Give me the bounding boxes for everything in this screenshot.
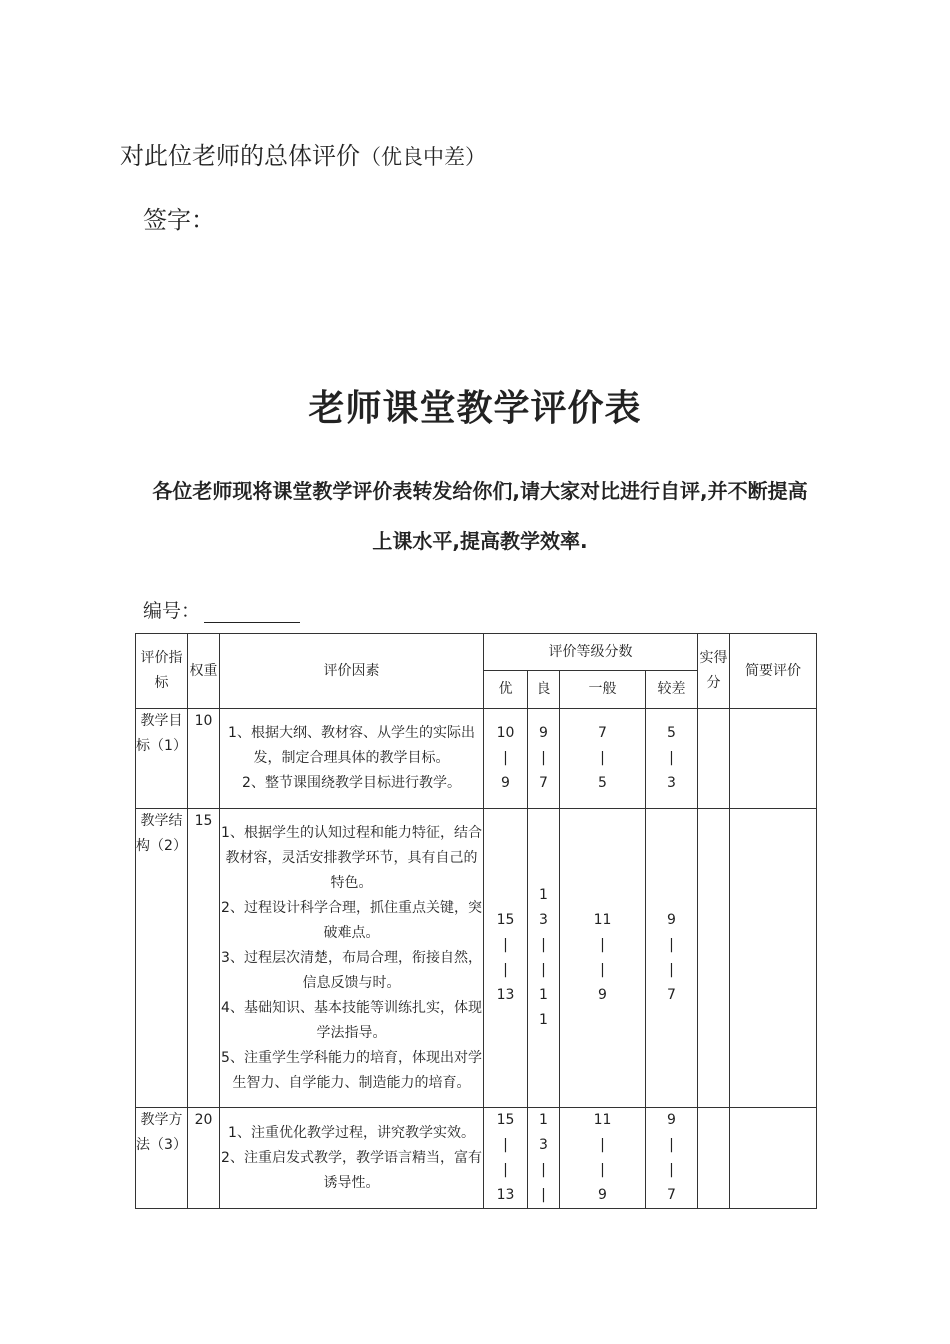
score-line: |: [600, 1137, 605, 1153]
score-line: |: [541, 937, 546, 953]
table-row: [136, 1108, 817, 1209]
score-line: |: [541, 750, 546, 766]
score-yiban: [560, 809, 646, 1108]
score-line: 5: [598, 775, 607, 791]
score-line: 11: [593, 1112, 612, 1128]
score-line: 7: [539, 775, 548, 791]
factor-item: 1、注重优化教学过程，讲究教学实效。: [228, 1124, 475, 1141]
score-line: 1: [539, 1112, 548, 1128]
score-line: 13: [496, 1187, 515, 1203]
factor-item: 1、根据大纲、教材容、从学生的实际出发，制定合理具体的教学目标。: [228, 725, 475, 766]
score-line: 1: [539, 887, 548, 903]
row-factors: [220, 1108, 484, 1209]
factor-item: 1、根据学生的认知过程和能力特征，结合教材容，灵活安排教学环节，具有自己的特色。: [221, 824, 482, 891]
intro-paragraph: 各位老师现将课堂教学评价表转发给你们,请大家对比进行自评,并不断提高上课水平,提高教学效率.: [152, 479, 808, 553]
serial-number-blank[interactable]: [204, 602, 300, 623]
row-indicator: 教学目标（1）: [136, 709, 188, 809]
score-line: 9: [539, 725, 548, 741]
score-jiaocha: [646, 709, 698, 809]
score-line: 9: [667, 1112, 676, 1128]
score-line: |: [503, 750, 508, 766]
score-liang: [528, 809, 560, 1108]
score-line: |: [503, 1137, 508, 1153]
score-line: 15: [496, 1112, 515, 1128]
row-weight: 10: [188, 709, 220, 809]
header-indicator: 评价指标: [136, 634, 188, 709]
factor-item: 2、过程设计科学合理，抓住重点关键，突破难点。: [221, 899, 482, 941]
score-you: [484, 709, 528, 809]
score-line: 9: [667, 912, 676, 928]
overall-evaluation-options: （优良中差）: [360, 145, 486, 169]
table-row: [136, 809, 817, 1108]
evaluation-table: [135, 633, 817, 1209]
factor-item: 2、注重启发式教学，教学语言精当，富有诱导性。: [221, 1149, 482, 1191]
header-grade-you: 优: [484, 671, 528, 709]
table-row: [136, 709, 817, 809]
header-comment: 简要评价: [730, 634, 817, 709]
score-line: 3: [539, 912, 548, 928]
actual-score-cell[interactable]: [698, 1108, 730, 1209]
score-yiban: [560, 1108, 646, 1209]
factor-item: 4、基础知识、基本技能等训练扎实，体现学法指导。: [221, 999, 482, 1041]
factor-item: 3、过程层次清楚，布局合理，衔接自然，信息反馈与时。: [221, 949, 482, 991]
score-jiaocha: [646, 1108, 698, 1209]
score-line: 7: [667, 987, 676, 1003]
row-indicator: 教学结构（2）: [136, 809, 188, 1108]
score-line: 9: [501, 775, 510, 791]
serial-number-line: [143, 596, 300, 623]
score-line: 11: [593, 912, 612, 928]
row-factors: [220, 809, 484, 1108]
header-score: 实得分: [698, 634, 730, 709]
score-line: 3: [539, 1137, 548, 1153]
score-line: |: [503, 1162, 508, 1178]
brief-comment-cell[interactable]: [730, 709, 817, 809]
score-line: |: [541, 1187, 546, 1203]
score-liang: [528, 709, 560, 809]
row-weight: 15: [188, 809, 220, 1108]
score-line: 3: [667, 775, 676, 791]
score-line: 9: [598, 1187, 607, 1203]
header-grade-group: 评价等级分数: [484, 634, 698, 671]
score-jiaocha: [646, 809, 698, 1108]
score-line: 15: [496, 912, 515, 928]
row-indicator: 教学方法（3）: [136, 1108, 188, 1209]
factor-item: 2、整节课围绕教学目标进行教学。: [242, 775, 461, 791]
row-weight: 20: [188, 1108, 220, 1209]
score-line: 9: [598, 987, 607, 1003]
score-line: |: [541, 1162, 546, 1178]
header-weight: 权重: [188, 634, 220, 709]
score-line: 10: [496, 725, 515, 741]
header-factors: 评价因素: [220, 634, 484, 709]
score-line: 7: [667, 1187, 676, 1203]
brief-comment-cell[interactable]: [730, 1108, 817, 1209]
score-line: |: [600, 750, 605, 766]
page-title: 老师课堂教学评价表: [308, 388, 642, 429]
score-line: |: [669, 1162, 674, 1178]
score-yiban: [560, 709, 646, 809]
score-line: 1: [539, 987, 548, 1003]
score-line: |: [669, 937, 674, 953]
overall-evaluation-label: 对此位老师的总体评价: [120, 142, 360, 170]
header-grade-yiban: 一般: [560, 671, 646, 709]
score-line: |: [669, 750, 674, 766]
score-line: 13: [496, 987, 515, 1003]
factor-item: 5、注重学生学科能力的培育，体现出对学生智力、自学能力、制造能力的培育。: [221, 1049, 482, 1091]
score-line: 5: [667, 725, 676, 741]
signature-label: 签字：: [143, 206, 215, 234]
score-you: [484, 1108, 528, 1209]
row-factors: [220, 709, 484, 809]
score-you: [484, 809, 528, 1108]
score-line: |: [600, 962, 605, 978]
score-line: |: [503, 962, 508, 978]
actual-score-cell[interactable]: [698, 809, 730, 1108]
score-line: 7: [598, 725, 607, 741]
score-line: |: [541, 962, 546, 978]
score-liang: [528, 1108, 560, 1209]
brief-comment-cell[interactable]: [730, 809, 817, 1108]
score-line: |: [669, 1137, 674, 1153]
actual-score-cell[interactable]: [698, 709, 730, 809]
score-line: 1: [539, 1012, 548, 1028]
score-line: |: [669, 962, 674, 978]
score-line: |: [600, 1162, 605, 1178]
score-line: |: [503, 937, 508, 953]
header-grade-liang: 良: [528, 671, 560, 709]
overall-evaluation-line: [120, 136, 486, 171]
serial-number-label: 编号：: [143, 600, 201, 622]
header-grade-jiaocha: 较差: [646, 671, 698, 709]
score-line: |: [600, 937, 605, 953]
